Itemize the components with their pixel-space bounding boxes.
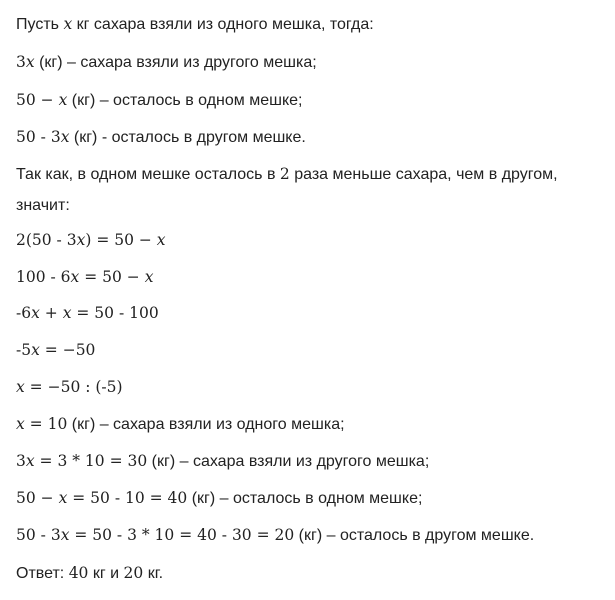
result-line-3 [16,488,422,509]
answer-line [16,563,163,584]
equation-line-2 [16,267,153,288]
text-segment: кг. [143,565,164,582]
text-segment: Так как, в одном мешке осталось в [16,166,280,183]
text-segment: Пусть [16,16,64,33]
equation-line-3 [16,303,159,324]
text-segment: (кг) - осталось в другом мешке. [69,129,306,146]
math-expression: 100 - 6x = 50 − x [16,268,154,286]
math-variable [63,15,72,33]
text-segment: (кг) – осталось в одном мешке; [67,92,303,109]
solution-line-5 [16,164,558,185]
answer-label: Ответ: [16,565,69,582]
math-expression: -5x = −50 [16,341,96,359]
math-expression: -6x + x = 50 - 100 [16,304,159,322]
equation-line-1 [16,230,166,251]
solution-line-6 [16,196,70,216]
math-expression: 50 − x = 50 - 10 = 40 [16,489,188,507]
result-line-2 [16,451,429,472]
result-line-4 [16,525,534,546]
math-expression: 50 - 3x = 50 - 3 * 10 = 40 - 30 = 20 [16,526,295,544]
text-segment: кг и [88,565,124,582]
text-segment: (кг) – сахара взяли из другого мешка; [34,54,317,71]
solution-line-2 [16,52,317,73]
math-expression: 3x = 3 * 10 = 30 [16,452,148,470]
math-expression: x = −50 : (-5) [16,378,123,396]
equation-line-5 [16,377,123,398]
answer-value-1: 40 [68,564,89,582]
result-line-1 [16,414,345,435]
math-number: 2 [279,165,290,183]
text-segment: (кг) – осталось в одном мешке; [187,490,423,507]
math-expression: 3x [16,53,35,71]
variable-x: x [63,15,73,33]
math-expression: 2(50 - 3x) = 50 − x [16,231,166,249]
text-segment: (кг) – осталось в другом мешке. [294,527,535,544]
text-segment: значит: [16,197,70,214]
text-segment: раза меньше сахара, чем в другом, [289,166,558,183]
answer-value-2: 20 [123,564,144,582]
text-segment: кг сахара взяли из одного мешка, тогда: [72,16,374,33]
math-expression: 50 - 3x [16,128,70,146]
equation-line-4 [16,340,95,361]
math-expression: 50 − x [16,91,68,109]
solution-line-1 [16,14,374,35]
solution-line-3 [16,90,302,111]
text-segment: (кг) – сахара взяли из другого мешка; [147,453,430,470]
text-segment: (кг) – сахара взяли из одного мешка; [67,416,345,433]
math-expression: x = 10 [16,415,68,433]
solution-line-4 [16,127,306,148]
